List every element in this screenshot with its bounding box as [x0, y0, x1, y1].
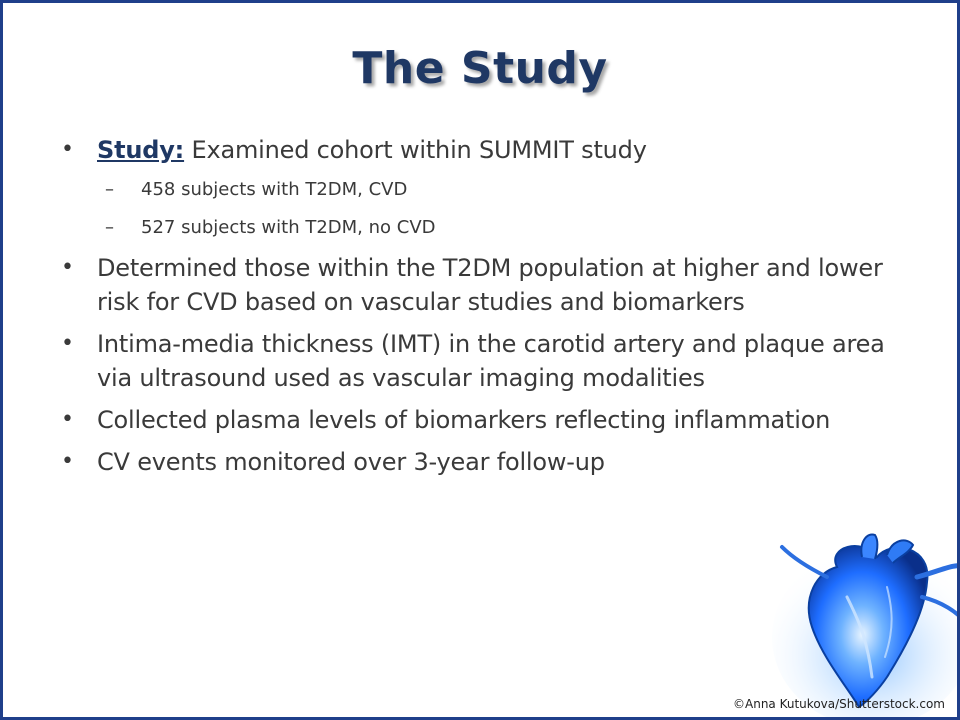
dash-icon: – [105, 217, 114, 238]
sub-bullet-text: 527 subjects with T2DM, no CVD [141, 217, 436, 238]
bullet-dot-icon: • [61, 407, 74, 432]
bullet-item [61, 403, 921, 437]
bullet-text: Intima-media thickness (IMT) in the carotid artery and plaque area via ultrasound used as vascular imaging modalities [97, 330, 885, 392]
sub-bullet-text: 458 subjects with T2DM, CVD [141, 179, 408, 200]
heart-illustration-icon [767, 527, 960, 717]
bullet-dot-icon: • [61, 331, 74, 356]
sub-bullet-item [61, 213, 921, 243]
sub-bullet-item [61, 175, 921, 205]
bullet-dot-icon: • [61, 137, 74, 162]
slide-title: The Study [352, 43, 608, 94]
bullet-text: CV events monitored over 3-year follow-up [97, 448, 605, 476]
slide-content [61, 133, 921, 487]
dash-icon: – [105, 179, 114, 200]
bullet-text: Collected plasma levels of biomarkers reflecting inflammation [97, 406, 831, 434]
bullet-lead: Study: [97, 136, 185, 164]
image-credit: ©Anna Kutukova/Shutterstock.com [733, 697, 945, 711]
bullet-item [61, 327, 921, 395]
bullet-item [61, 133, 921, 167]
bullet-item [61, 251, 921, 319]
bullet-dot-icon: • [61, 255, 74, 280]
bullet-text: Determined those within the T2DM population at higher and lower risk for CVD based on vascular studies and biomarkers [97, 254, 883, 316]
bullet-dot-icon: • [61, 449, 74, 474]
bullet-text: Examined cohort within SUMMIT study [184, 136, 647, 164]
bullet-item [61, 445, 921, 479]
